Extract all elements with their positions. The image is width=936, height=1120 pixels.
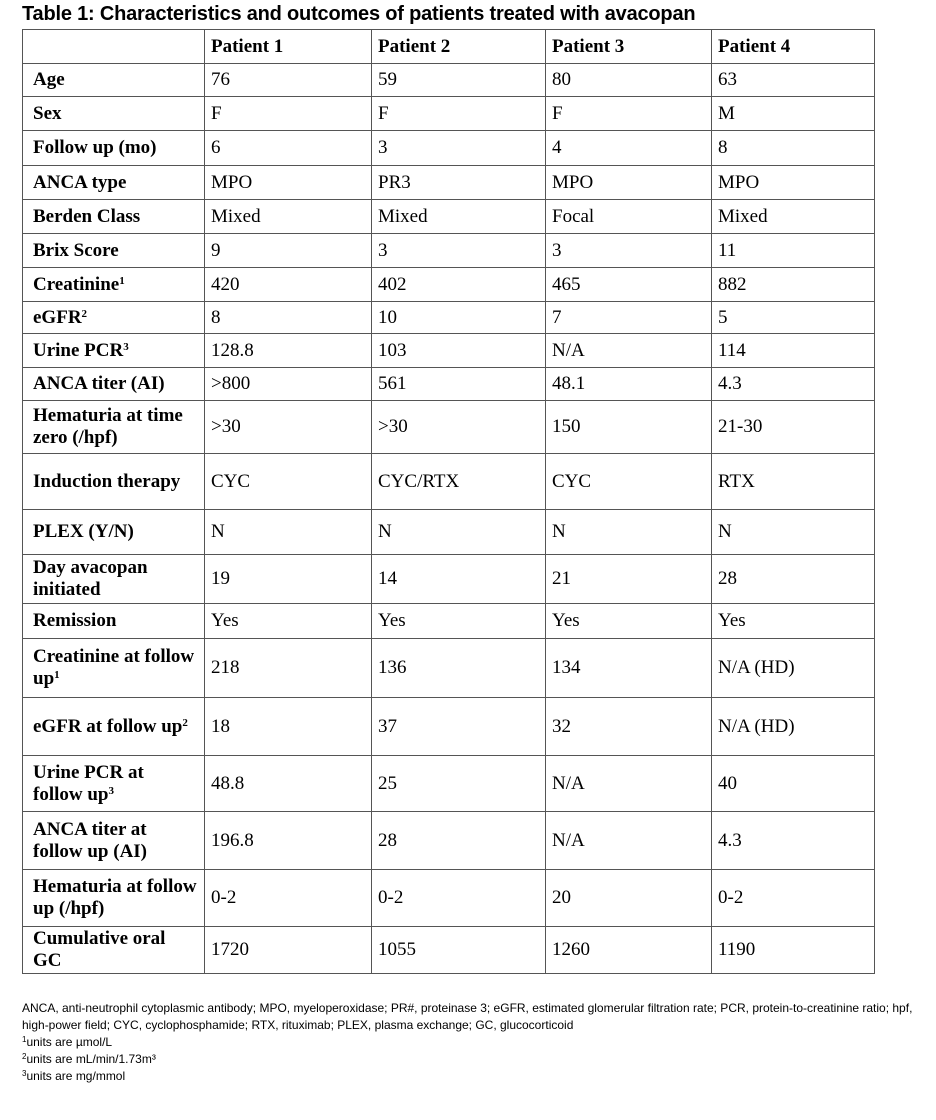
table-cell-patient-3: 1260	[546, 927, 712, 974]
table-row	[23, 334, 875, 368]
table-cell-patient-4: N	[712, 510, 875, 555]
table-cell-patient-1: N	[205, 510, 372, 555]
footnote-text: units are mg/mmol	[26, 1069, 126, 1083]
table-cell-patient-4: 63	[712, 64, 875, 97]
table-cell-patient-4: 4.3	[712, 812, 875, 870]
table-cell-patient-2: 59	[372, 64, 546, 97]
table-cell-patient-4: 11	[712, 234, 875, 268]
row-label-cell	[23, 927, 205, 974]
row-label-cell	[23, 131, 205, 166]
footnote-text: units are µmol/L	[26, 1035, 113, 1049]
table-cell-patient-1: 0-2	[205, 870, 372, 927]
table-row	[23, 698, 875, 756]
footnote-marker: 3	[108, 784, 114, 797]
row-label-cell	[23, 812, 205, 870]
row-label: ANCA titer at follow up (AI)	[33, 818, 148, 862]
table-cell-patient-2: 136	[372, 639, 546, 698]
footnote-text: units are mL/min/1.73m³	[26, 1052, 156, 1066]
table-cell-patient-4: RTX	[712, 454, 875, 510]
row-label: Remission	[33, 610, 117, 631]
row-label: Cumulative oral GC	[33, 928, 166, 971]
header-row	[23, 30, 875, 64]
table-cell-patient-2: 1055	[372, 927, 546, 974]
table-row	[23, 639, 875, 698]
table-cell-patient-1: Yes	[205, 604, 372, 639]
footnote-marker: 2	[182, 716, 188, 729]
table-cell-patient-2: 0-2	[372, 870, 546, 927]
row-label: Creatinine	[33, 273, 120, 295]
table-cell-patient-4: 5	[712, 302, 875, 334]
table-cell-patient-4: 21-30	[712, 401, 875, 454]
footnote-mark: 3	[22, 1069, 27, 1078]
table-cell-patient-4: 4.3	[712, 368, 875, 401]
row-label-cell	[23, 268, 205, 302]
table-cell-patient-1: F	[205, 97, 372, 131]
table-row	[23, 166, 875, 200]
table-row	[23, 200, 875, 234]
table-cell-patient-3: CYC	[546, 454, 712, 510]
table-cell-patient-2: CYC/RTX	[372, 454, 546, 510]
row-label-cell	[23, 166, 205, 200]
table-cell-patient-3: N/A	[546, 812, 712, 870]
table-cell-patient-1: 19	[205, 555, 372, 604]
table-cell-patient-1: 1720	[205, 927, 372, 974]
table-cell-patient-2: 25	[372, 756, 546, 812]
row-label-cell	[23, 64, 205, 97]
table-cell-patient-1: 18	[205, 698, 372, 756]
row-label: eGFR at follow up	[33, 715, 183, 737]
table-cell-patient-1: 48.8	[205, 756, 372, 812]
row-label: PLEX (Y/N)	[33, 521, 134, 542]
table-row	[23, 454, 875, 510]
row-label: Age	[33, 69, 65, 90]
table-cell-patient-1: 196.8	[205, 812, 372, 870]
table-row	[23, 97, 875, 131]
table-cell-patient-4: 28	[712, 555, 875, 604]
row-label-cell	[23, 639, 205, 698]
row-label-cell	[23, 698, 205, 756]
footnote-1	[22, 1034, 927, 1051]
footnote-marker: 1	[119, 274, 125, 287]
table-cell-patient-1: 420	[205, 268, 372, 302]
row-label-cell	[23, 510, 205, 555]
table-cell-patient-1: 6	[205, 131, 372, 166]
table-cell-patient-4: 40	[712, 756, 875, 812]
row-label: Brix Score	[33, 239, 119, 261]
table-cell-patient-2: F	[372, 97, 546, 131]
row-label: Urine PCR	[33, 339, 124, 361]
table-cell-patient-3: F	[546, 97, 712, 131]
row-label-cell	[23, 401, 205, 454]
table-cell-patient-4: MPO	[712, 166, 875, 200]
table-cell-patient-2: 3	[372, 131, 546, 166]
table-cell-patient-1: 76	[205, 64, 372, 97]
row-label-cell	[23, 454, 205, 510]
footnote-marker: 2	[81, 307, 88, 320]
table-cell-patient-3: Focal	[546, 200, 712, 234]
table-cell-patient-4: 1190	[712, 927, 875, 974]
table-cell-patient-3: 134	[546, 639, 712, 698]
table-row	[23, 812, 875, 870]
row-label: Induction therapy	[33, 470, 181, 492]
table-row	[23, 302, 875, 334]
table-cell-patient-3: 465	[546, 268, 712, 302]
row-label-cell	[23, 234, 205, 268]
table-row	[23, 927, 875, 974]
patient-characteristics-table	[22, 29, 875, 974]
header-cell-blank	[23, 30, 205, 64]
table-cell-patient-3: 32	[546, 698, 712, 756]
footnote-mark: 1	[22, 1035, 27, 1044]
table-cell-patient-1: Mixed	[205, 200, 372, 234]
table-cell-patient-1: 128.8	[205, 334, 372, 368]
row-label: Urine PCR at follow up	[33, 761, 144, 805]
table-cell-patient-4: Mixed	[712, 200, 875, 234]
row-label-cell	[23, 200, 205, 234]
row-label: Creatinine at follow up	[33, 646, 195, 689]
table-cell-patient-3: 7	[546, 302, 712, 334]
header-cell-patient-3: Patient 3	[546, 30, 712, 64]
table-body	[23, 64, 875, 974]
table-cell-patient-1: MPO	[205, 166, 372, 200]
table-row	[23, 604, 875, 639]
table-cell-patient-3: 21	[546, 555, 712, 604]
table-cell-patient-4: N/A (HD)	[712, 639, 875, 698]
table-cell-patient-2: Mixed	[372, 200, 546, 234]
table-row	[23, 234, 875, 268]
footnote-3	[22, 1068, 927, 1085]
table-cell-patient-1: >30	[205, 401, 372, 454]
row-label: Sex	[33, 102, 62, 124]
row-label: Day avacopan initiated	[33, 557, 148, 600]
table-cell-patient-3: 20	[546, 870, 712, 927]
table-cell-patient-2: Yes	[372, 604, 546, 639]
table-row	[23, 131, 875, 166]
row-label-cell	[23, 604, 205, 639]
header-cell-patient-4: Patient 4	[712, 30, 875, 64]
row-label-cell	[23, 302, 205, 334]
header-cell-patient-2: Patient 2	[372, 30, 546, 64]
row-label-cell	[23, 97, 205, 131]
table-cell-patient-1: 9	[205, 234, 372, 268]
table-cell-patient-4: 8	[712, 131, 875, 166]
table-cell-patient-1: >800	[205, 368, 372, 401]
table-cell-patient-4: 0-2	[712, 870, 875, 927]
table-cell-patient-2: 10	[372, 302, 546, 334]
table-cell-patient-3: N/A	[546, 334, 712, 368]
table-cell-patient-2: 561	[372, 368, 546, 401]
table-cell-patient-3: MPO	[546, 166, 712, 200]
table-cell-patient-3: N	[546, 510, 712, 555]
table-cell-patient-2: 3	[372, 234, 546, 268]
table-row	[23, 510, 875, 555]
row-label-cell	[23, 368, 205, 401]
row-label: Hematuria at time zero (/hpf)	[33, 405, 183, 448]
table-cell-patient-1: CYC	[205, 454, 372, 510]
table-cell-patient-2: 14	[372, 555, 546, 604]
table-cell-patient-2: 402	[372, 268, 546, 302]
table-footnotes	[22, 1000, 927, 1085]
table-cell-patient-3: 80	[546, 64, 712, 97]
table-cell-patient-3: 4	[546, 131, 712, 166]
row-label-cell	[23, 334, 205, 368]
table-row	[23, 870, 875, 927]
table-cell-patient-4: N/A (HD)	[712, 698, 875, 756]
table-cell-patient-1: 218	[205, 639, 372, 698]
header-cell-patient-1: Patient 1	[205, 30, 372, 64]
table-row	[23, 64, 875, 97]
row-label: ANCA titer (AI)	[33, 373, 165, 394]
table-cell-patient-1: 8	[205, 302, 372, 334]
table-cell-patient-2: N	[372, 510, 546, 555]
table-cell-patient-4: 114	[712, 334, 875, 368]
footnote-marker: 3	[123, 340, 129, 353]
table-cell-patient-3: Yes	[546, 604, 712, 639]
row-label: Hematuria at follow up (/hpf)	[33, 876, 197, 919]
abbreviations-note: ANCA, anti-neutrophil cytoplasmic antibody; MPO, myeloperoxidase; PR#, proteinase 3; eGFR, estimated glomerular filtration rate; PCR, protein-to-creatinine ratio; hpf, high-power field; CYC, cyclophosphamide; RTX, rituximab; PLEX, plasma exchange; GC, glucocorticoid	[22, 1001, 913, 1032]
table-cell-patient-3: 3	[546, 234, 712, 268]
table-cell-patient-2: 28	[372, 812, 546, 870]
row-label: ANCA type	[33, 171, 127, 193]
table-row	[23, 555, 875, 604]
table-title: Table 1: Characteristics and outcomes of patients treated with avacopan	[22, 3, 696, 25]
table-cell-patient-2: >30	[372, 401, 546, 454]
row-label-cell	[23, 870, 205, 927]
table-cell-patient-2: PR3	[372, 166, 546, 200]
row-label: Follow up (mo)	[33, 137, 157, 158]
table-cell-patient-3: 150	[546, 401, 712, 454]
footnote-marker: 1	[54, 669, 60, 681]
table-cell-patient-4: M	[712, 97, 875, 131]
row-label-cell	[23, 756, 205, 812]
row-label: eGFR	[33, 306, 82, 328]
table-row	[23, 756, 875, 812]
footnote-2	[22, 1051, 927, 1068]
table-row	[23, 401, 875, 454]
row-label-cell	[23, 555, 205, 604]
footnote-mark: 2	[22, 1052, 27, 1061]
table-cell-patient-4: 882	[712, 268, 875, 302]
table-row	[23, 368, 875, 401]
table-cell-patient-4: Yes	[712, 604, 875, 639]
table-row	[23, 268, 875, 302]
row-label: Berden Class	[33, 205, 141, 227]
table-cell-patient-3: 48.1	[546, 368, 712, 401]
table-cell-patient-2: 37	[372, 698, 546, 756]
table-cell-patient-3: N/A	[546, 756, 712, 812]
table-cell-patient-2: 103	[372, 334, 546, 368]
